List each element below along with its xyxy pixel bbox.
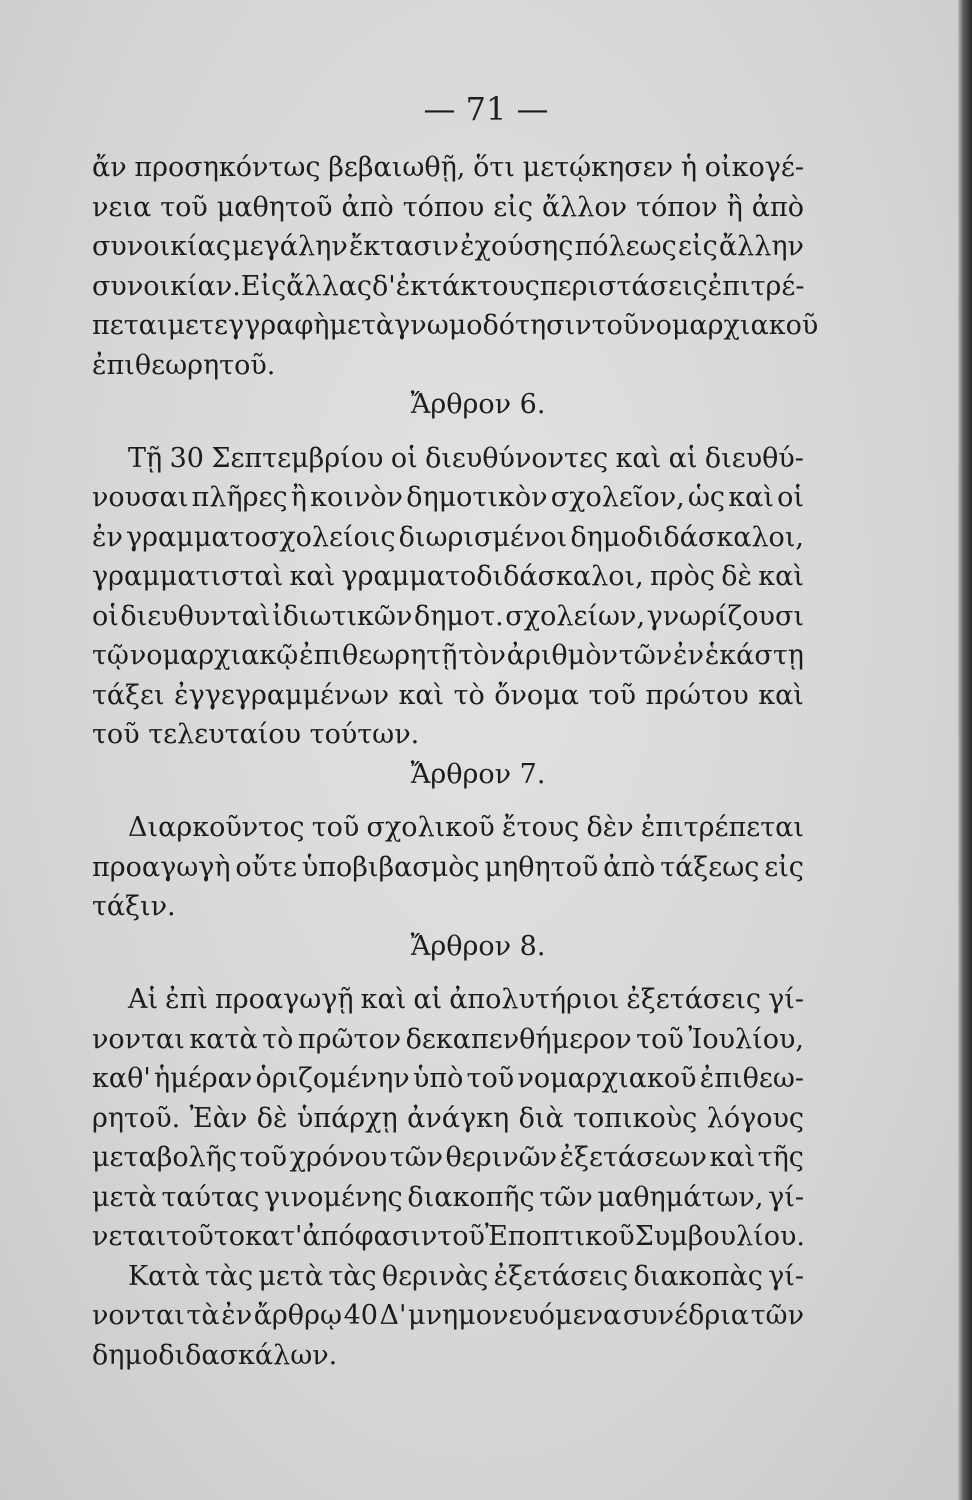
text-line: πεται μετεγγραφὴ μετὰ γνωμοδότησιν τοῦ νομαρχιακοῦ — [92, 310, 819, 341]
paragraph — [92, 808, 804, 927]
paragraph — [92, 980, 804, 1257]
paragraph — [92, 439, 804, 755]
text-line: ἐν γραμματοσχολείοις διωρισμένοι δημοδιδάσκαλοι, — [92, 521, 804, 553]
article-heading: Ἄρθρον 7. — [410, 758, 546, 790]
paragraph — [92, 148, 819, 385]
page-body — [92, 148, 819, 1375]
text-line: νονται κατὰ τὸ πρῶτον δεκαπενθήμερον τοῦ Ἰουλίου, — [92, 1023, 804, 1055]
text-line: καθ' ἡμέραν ὁριζομένην ὑπὸ τοῦ νομαρχιακοῦ ἐπιθεω- — [92, 1063, 804, 1094]
text-line: συνοικίαν. Εἰς ἄλλας δ' ἐκτάκτους περιστάσεις ἐπιτρέ- — [92, 270, 805, 302]
text-line: νεται τοῦτο κατ' ἀπόφασιν τοῦ Ἐποπτικοῦ Συμβουλίου. — [92, 1221, 806, 1252]
text-line: Κατὰ τὰς μετὰ τὰς θερινὰς ἐξετάσεις διακοπὰς γί- — [128, 1260, 804, 1292]
text-line: μεταβολῆς τοῦ χρόνου τῶν θερινῶν ἐξετάσεων καὶ τῆς — [92, 1142, 804, 1173]
text-line: νονται τὰ ἐν ἄρθρῳ 40 Δ' μνημονευόμενα συνέδρια τῶν — [92, 1300, 804, 1331]
text-line: τοῦ τελευταίου τούτων. — [92, 719, 420, 750]
text-line: συνοικίας μεγάλην ἔκτασιν ἐχούσης πόλεως εἰς ἄλλην — [92, 231, 804, 262]
page-number: — 71 — — [423, 90, 549, 128]
text-line: νουσαι πλῆρες ἢ κοινὸν δημοτικὸν σχολεῖον, ὡς καὶ οἱ — [92, 482, 804, 513]
text-line: μετὰ ταύτας γινομένης διακοπῆς τῶν μαθημάτων, γί- — [92, 1181, 804, 1213]
text-line: ρητοῦ. Ἐὰν δὲ ὑπάρχῃ ἀνάγκη διὰ τοπικοὺς λόγους — [92, 1102, 804, 1134]
text-line: τάξει ἐγγεγραμμένων καὶ τὸ ὄνομα τοῦ πρώτου καὶ — [92, 679, 804, 711]
text-line: Τῇ 30 Σεπτεμβρίου οἱ διευθύνοντες καὶ αἱ διευθύ- — [128, 442, 804, 474]
text-line: ἐπιθεωρητοῦ. — [92, 349, 276, 381]
article-heading: Ἄρθρον 8. — [410, 930, 546, 962]
text-line: γραμματισταὶ καὶ γραμματοδιδάσκαλοι, πρὸς δὲ καὶ — [92, 561, 804, 592]
text-line: νεια τοῦ μαθητοῦ ἀπὸ τόπου εἰς ἄλλον τόπον ἢ ἀπὸ — [92, 191, 804, 223]
text-line: δημοδιδασκάλων. — [92, 1339, 338, 1371]
text-line: οἱ διευθυνταὶ ἰδιωτικῶν δημοτ. σχολείων, γνωρίζουσι — [92, 600, 804, 632]
text-line: Διαρκοῦντος τοῦ σχολικοῦ ἔτους δὲν ἐπιτρέπεται — [128, 812, 804, 843]
text-line: ἄν προσηκόντως βεβαιωθῇ, ὅτι μετῴκησεν ἡ οἰκογέ- — [92, 152, 804, 183]
paragraph — [92, 1257, 804, 1376]
article-heading: Ἄρθρον 6. — [410, 389, 546, 420]
text-line: προαγωγὴ οὔτε ὑποβιβασμὸς μηθητοῦ ἀπὸ τάξεως εἰς — [92, 851, 804, 883]
text-line: Αἱ ἐπὶ προαγωγῇ καὶ αἱ ἀπολυτήριοι ἐξετάσεις γί- — [128, 984, 804, 1015]
page-edge — [958, 0, 972, 1500]
text-line: τάξιν. — [92, 891, 176, 922]
text-line: τῷ νομαρχιακῷ ἐπιθεωρητῇ τὸν ἀριθμὸν τῶν ἐν ἑκάστῃ — [92, 640, 804, 671]
